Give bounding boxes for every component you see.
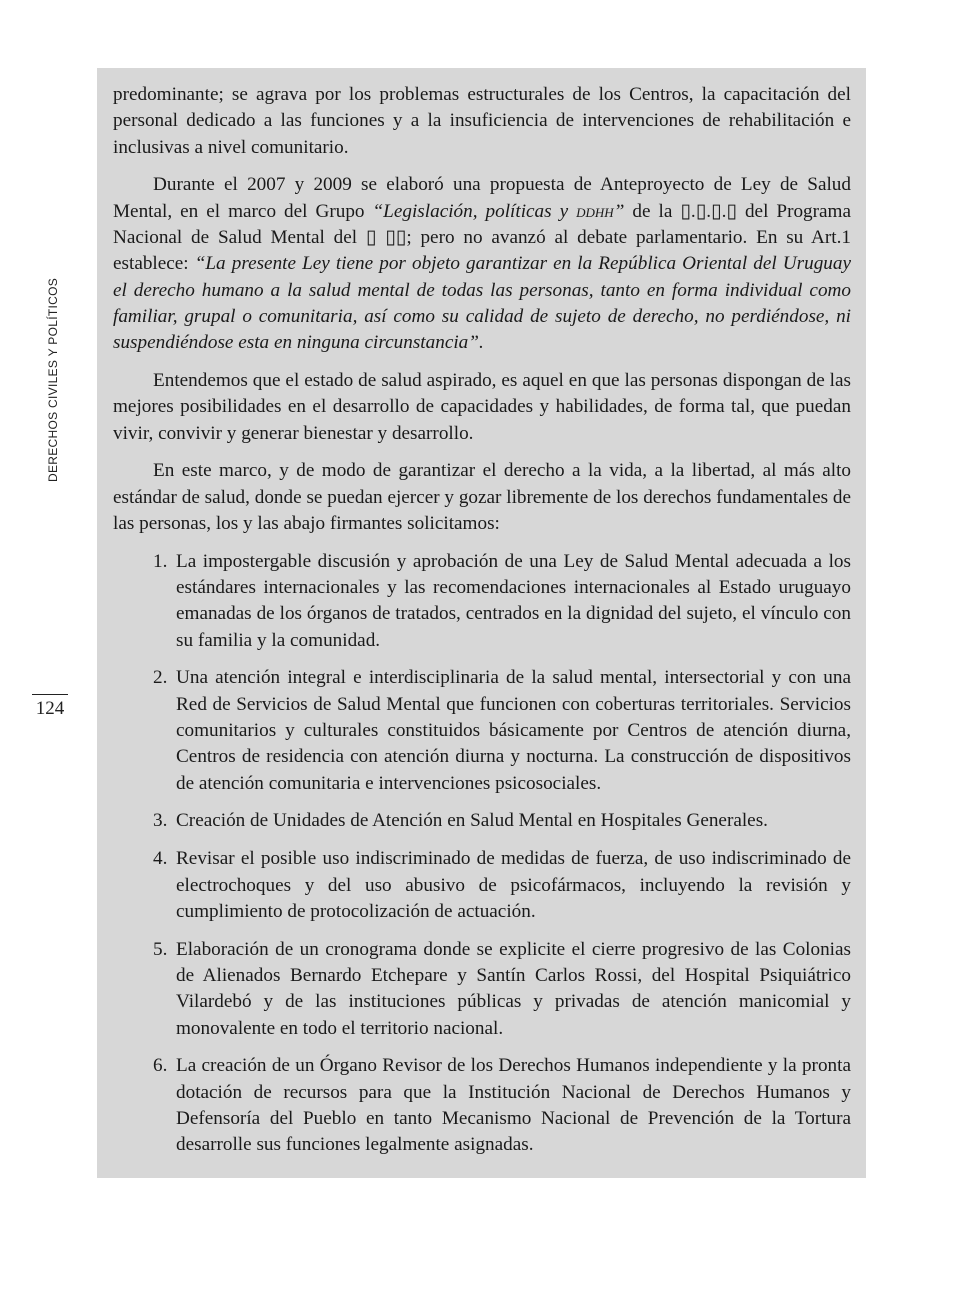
paragraph-2-text-a: Durante el 2007 y 2009 se elaboró una propuesta de Anteproyecto de Ley de Salud Mental, en el marco del Grupo — [113, 174, 851, 222]
list-item-text: Creación de Unidades de Atención en Salud Mental en Hospitales Generales. — [176, 810, 768, 832]
group-name — [373, 201, 625, 222]
paragraph-2 — [113, 172, 851, 356]
group-name-ddhh: ddhh” — [576, 200, 625, 222]
list-item-number: 2. — [153, 667, 168, 689]
list-item-number: 3. — [153, 810, 168, 832]
group-name-text: “Legislación, políticas y — [372, 200, 577, 222]
section-side-label: DERECHOS CIVILES Y POLÍTICOS — [46, 277, 60, 482]
list-item-text: La impostergable discusión y aprobación de una Ley de Salud Mental adecuada a los estándares internacionales y las recomendaciones internacionales al Estado uruguayo emanadas de los órganos de tratados, centrados en la dignidad del sujeto, el vínculo con su familia y la comunidad. — [176, 550, 851, 651]
list-item — [113, 1053, 851, 1158]
shaded-text-box — [97, 68, 866, 1178]
list-item — [113, 665, 851, 796]
page-number-rule — [32, 694, 68, 695]
paragraph-4: En este marco, y de modo de garantizar el derecho a la vida, a la libertad, al más alto estándar de salud, donde se puedan ejercer y gozar libremente de los derechos fundamentales de las personas, los y las abajo firmantes solicitamos: — [113, 460, 851, 534]
list-item-text: La creación de un Órgano Revisor de los Derechos Humanos independiente y la pronta dotación de recursos para que la Institución Nacional de Derechos Humanos y Defensoría del Pueblo en tanto Mecanismo Nacional de Prevención de la Tortura desarrolle sus funciones legalmente asignadas. — [176, 1055, 851, 1156]
list-item-number: 1. — [153, 550, 168, 572]
list-item-number: 4. — [153, 848, 168, 870]
paragraph-3: Entendemos que el estado de salud aspirado, es aquel en que las personas dispongan de las mejores posibilidades en el desarrollo de capacidades y habilidades, de forma tal, que puedan vivir, convivir y generar bienestar y desarrollo. — [113, 369, 851, 444]
requests-list — [113, 549, 851, 1159]
list-item — [113, 549, 851, 654]
list-item-number: 5. — [153, 938, 168, 960]
list-item-number: 6. — [153, 1055, 168, 1077]
paragraph-1: predominante; se agrava por los problemas estructurales de los Centros, la capacitación del personal dedicado a las funciones y a la insuficiencia de intervenciones de rehabilitación e inclusivas a nivel comunitario. — [113, 84, 851, 158]
list-item-text: Revisar el posible uso indiscriminado de medidas de fuerza, de uso indiscriminado de electrochoques y del uso abusivo de psicofármacos, incluyendo la revisión y cumplimiento de protocolización de actuación. — [176, 848, 851, 922]
list-item — [113, 937, 851, 1042]
list-item — [113, 808, 851, 834]
list-item-text: Una atención integral e interdisciplinaria de la salud mental, intersectorial y con una Red de Servicios de Salud Mental que funcionen con coberturas territoriales. Servicios comunitarios y culturales constituidos básicamente por Centros de atención diurna, Centros de residencia con atención diurna y nocturna. La construcción de dispositivos de atención comunitaria e intervenciones psicosociales. — [176, 667, 851, 794]
law-article-quote: “La presente Ley tiene por objeto garantizar en la República Oriental del Uruguay el derecho humano a la salud mental de todas las personas, tanto en forma individual como familiar, grupal o comunitaria, así como su calidad de sujeto de derecho, no perdiéndose, ni suspendiéndose esta en ninguna circunstancia”. — [113, 253, 851, 354]
list-item — [113, 846, 851, 925]
paragraph-2-text-b: de la ▯.▯.▯.▯ del Programa Nacional de Salud Mental del ▯ ▯▯; pero no avanzó al debate parlamentario. En su Art.1 establece: — [113, 200, 851, 275]
page-number: 124 — [35, 698, 65, 719]
list-item-text: Elaboración de un cronograma donde se explicite el cierre progresivo de las Colonias de Alienados Bernardo Etchepare y Santín Carlos Rossi, del Hospital Psiquiátrico Vilardebó y de las instituciones públicas y privadas de atención manicomial y monovalente en todo el territorio nacional. — [176, 938, 851, 1039]
